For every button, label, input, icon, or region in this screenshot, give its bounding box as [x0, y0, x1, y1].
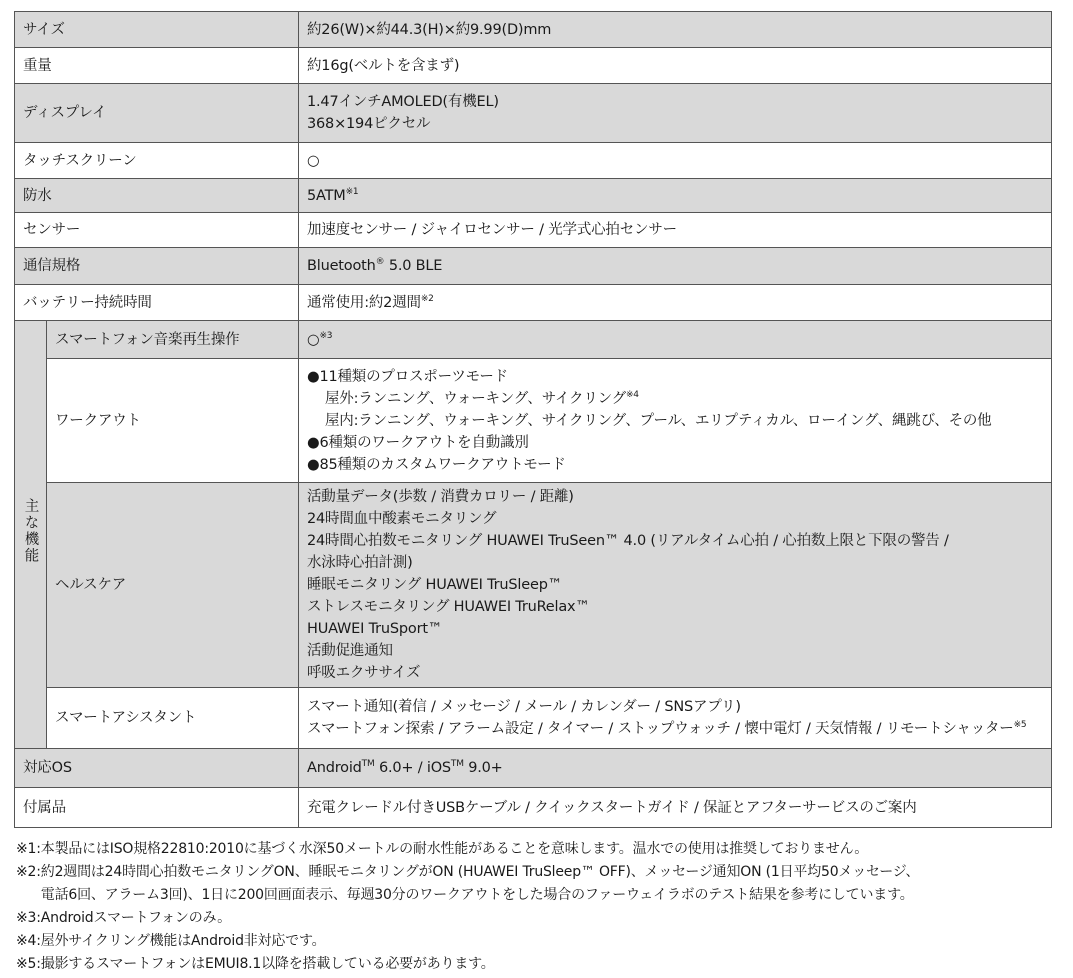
- spec-value: [299, 688, 1052, 749]
- value-text: 充電クレードル付きUSBケーブル / クイックスタートガイド / 保証とアフターサービスのご案内: [307, 799, 917, 816]
- value-line: HUAWEI TruSport™: [307, 621, 443, 637]
- footnote-mark: ※1:: [16, 841, 41, 857]
- spec-value: [299, 483, 1052, 688]
- spec-value: [299, 213, 1052, 248]
- group-label-cell: [15, 321, 47, 749]
- value-line: 1.47インチAMOLED(有機EL): [307, 94, 499, 110]
- footnote-mark: ※4:: [16, 933, 41, 949]
- trademark-mark: TM: [450, 759, 464, 769]
- footnote-mark: ※5:: [16, 956, 41, 972]
- value-line: 屋内:ランニング、ウォーキング、サイクリング、プール、エリプティカル、ローイング、縄跳び、その他: [325, 412, 992, 429]
- value-line: ●11種類のプロスポーツモード: [307, 368, 508, 385]
- footnote-mark: ※2: [420, 293, 434, 304]
- footnote-text: 電話6回、アラーム3回)、1日に200回画面表示、毎週30分のワークアウトをした場合のファーウェイラボのテスト結果を参考にしています。: [40, 887, 914, 903]
- spec-label: ヘルスケア: [47, 483, 299, 688]
- footnote: [16, 861, 1056, 907]
- footnote-text: Androidスマートフォンのみ。: [40, 910, 231, 926]
- spec-table: [14, 11, 1052, 828]
- spec-label: スマートアシスタント: [47, 688, 299, 749]
- trademark-mark: TM: [361, 759, 375, 769]
- spec-value: [299, 359, 1052, 483]
- value-line: 睡眠モニタリング HUAWEI TruSleep™: [307, 577, 563, 593]
- value-line: 24時間血中酸素モニタリング: [307, 511, 497, 527]
- spec-label: ディスプレイ: [15, 84, 299, 143]
- value-line: 24時間心拍数モニタリング HUAWEI TruSeen™ 4.0 (リアルタイム心拍 / 心拍数上限と下限の警告 /: [307, 533, 949, 549]
- registered-mark: ®: [375, 257, 385, 267]
- spec-label: 対応OS: [15, 749, 299, 788]
- footnote-mark: ※5: [1013, 720, 1027, 730]
- spec-value: [299, 321, 1052, 359]
- footnote-text: 撮影するスマートフォンはEMUI8.1以降を搭載している必要があります。: [40, 956, 495, 972]
- spec-row-weight: [15, 48, 1052, 84]
- spec-value: Android™ 6.0+ / iOS™ 9.0+: [299, 749, 1052, 788]
- footnotes: [16, 838, 1056, 976]
- spec-row-smart-assistant: [15, 688, 1052, 749]
- value-text: ○: [307, 331, 320, 348]
- spec-row-sensor: [15, 213, 1052, 248]
- footnote: [16, 930, 1056, 953]
- footnote-mark: ※2:: [16, 864, 41, 880]
- value-text: 5.0 BLE: [384, 258, 443, 274]
- footnote-mark: ※3: [319, 330, 333, 341]
- spec-value: [299, 48, 1052, 84]
- value-text: 5ATM: [307, 187, 346, 204]
- spec-value: [299, 285, 1052, 321]
- footnote: [16, 838, 1056, 861]
- spec-label: センサー: [15, 213, 299, 248]
- spec-row-workout: [15, 359, 1052, 483]
- value-text: 通常使用:約2週間: [307, 294, 421, 311]
- value-line: 368×194ピクセル: [307, 116, 431, 132]
- spec-label: タッチスクリーン: [15, 143, 299, 179]
- group-label: 主な機能: [22, 498, 39, 564]
- spec-value: [299, 179, 1052, 213]
- spec-value: [299, 143, 1052, 179]
- spec-row-supported-os: [15, 749, 1052, 788]
- spec-row-size: [15, 12, 1052, 48]
- value-line: 約26(W)×約44.3(H)×約9.99(D)mm: [307, 21, 552, 38]
- spec-row-connectivity: [15, 248, 1052, 285]
- footnote-text: 屋外サイクリング機能はAndroid非対応です。: [40, 933, 326, 949]
- footnote-text: 約2週間は24時間心拍数モニタリングON、睡眠モニタリングがON (HUAWEI TruSleep™ OFF)、メッセージ通知ON (1日平均50メッセージ、: [40, 864, 920, 880]
- spec-value: [299, 248, 1052, 285]
- value-line: スマートフォン探索 / アラーム設定 / タイマー / ストップウォッチ / 懐中電灯 / 天気情報 / リモートシャッター$^{※5}$: [307, 720, 1027, 737]
- spec-label: バッテリー持続時間: [15, 285, 299, 321]
- spec-label: 重量: [15, 48, 299, 84]
- value-line: 水泳時心拍計測): [307, 555, 413, 571]
- footnote-text: 本製品にはISO規格22810:2010に基づく水深50メートルの耐水性能があることを意味します。温水での使用は推奨しておりません。: [40, 841, 869, 857]
- spec-value: [299, 84, 1052, 143]
- value-line: ○: [307, 152, 320, 169]
- spec-row-accessories: [15, 788, 1052, 828]
- spec-row-battery: [15, 285, 1052, 321]
- value-line: 約16g(ベルトを含まず): [307, 57, 460, 74]
- spec-label: サイズ: [15, 12, 299, 48]
- spec-label: スマートフォン音楽再生操作: [47, 321, 299, 359]
- spec-label: ワークアウト: [47, 359, 299, 483]
- spec-row-waterproof: [15, 179, 1052, 213]
- value-line: スマート通知(着信 / メッセージ / メール / カレンダー / SNSアプリ): [307, 699, 741, 715]
- spec-row-music-control: [15, 321, 1052, 359]
- footnote: [16, 907, 1056, 930]
- footnote: [16, 953, 1056, 976]
- spec-label: 付属品: [15, 788, 299, 828]
- value-line: 加速度センサー / ジャイロセンサー / 光学式心拍センサー: [307, 222, 677, 238]
- value-line: 屋外:ランニング、ウォーキング、サイクリング$^{※4}$: [325, 389, 639, 407]
- value-text: Bluetooth: [307, 258, 376, 274]
- value-line: ストレスモニタリング HUAWEI TruRelax™: [307, 599, 590, 615]
- footnote-mark: ※1: [345, 186, 359, 197]
- value-line: 活動量データ(歩数 / 消費カロリー / 距離): [307, 489, 574, 505]
- value-line: 呼吸エクササイズ: [307, 665, 421, 681]
- spec-label: 通信規格: [15, 248, 299, 285]
- footnote-mark: ※3:: [16, 910, 41, 926]
- spec-row-touchscreen: [15, 143, 1052, 179]
- value-line: 活動促進通知: [307, 643, 393, 659]
- spec-value: [299, 12, 1052, 48]
- footnote-mark: ※4: [625, 389, 639, 400]
- spec-row-display: [15, 84, 1052, 143]
- spec-row-healthcare: [15, 483, 1052, 688]
- spec-label: 防水: [15, 179, 299, 213]
- value-line: ●85種類のカスタムワークアウトモード: [307, 456, 566, 473]
- value-line: ●6種類のワークアウトを自動識別: [307, 434, 529, 451]
- spec-value: [299, 788, 1052, 828]
